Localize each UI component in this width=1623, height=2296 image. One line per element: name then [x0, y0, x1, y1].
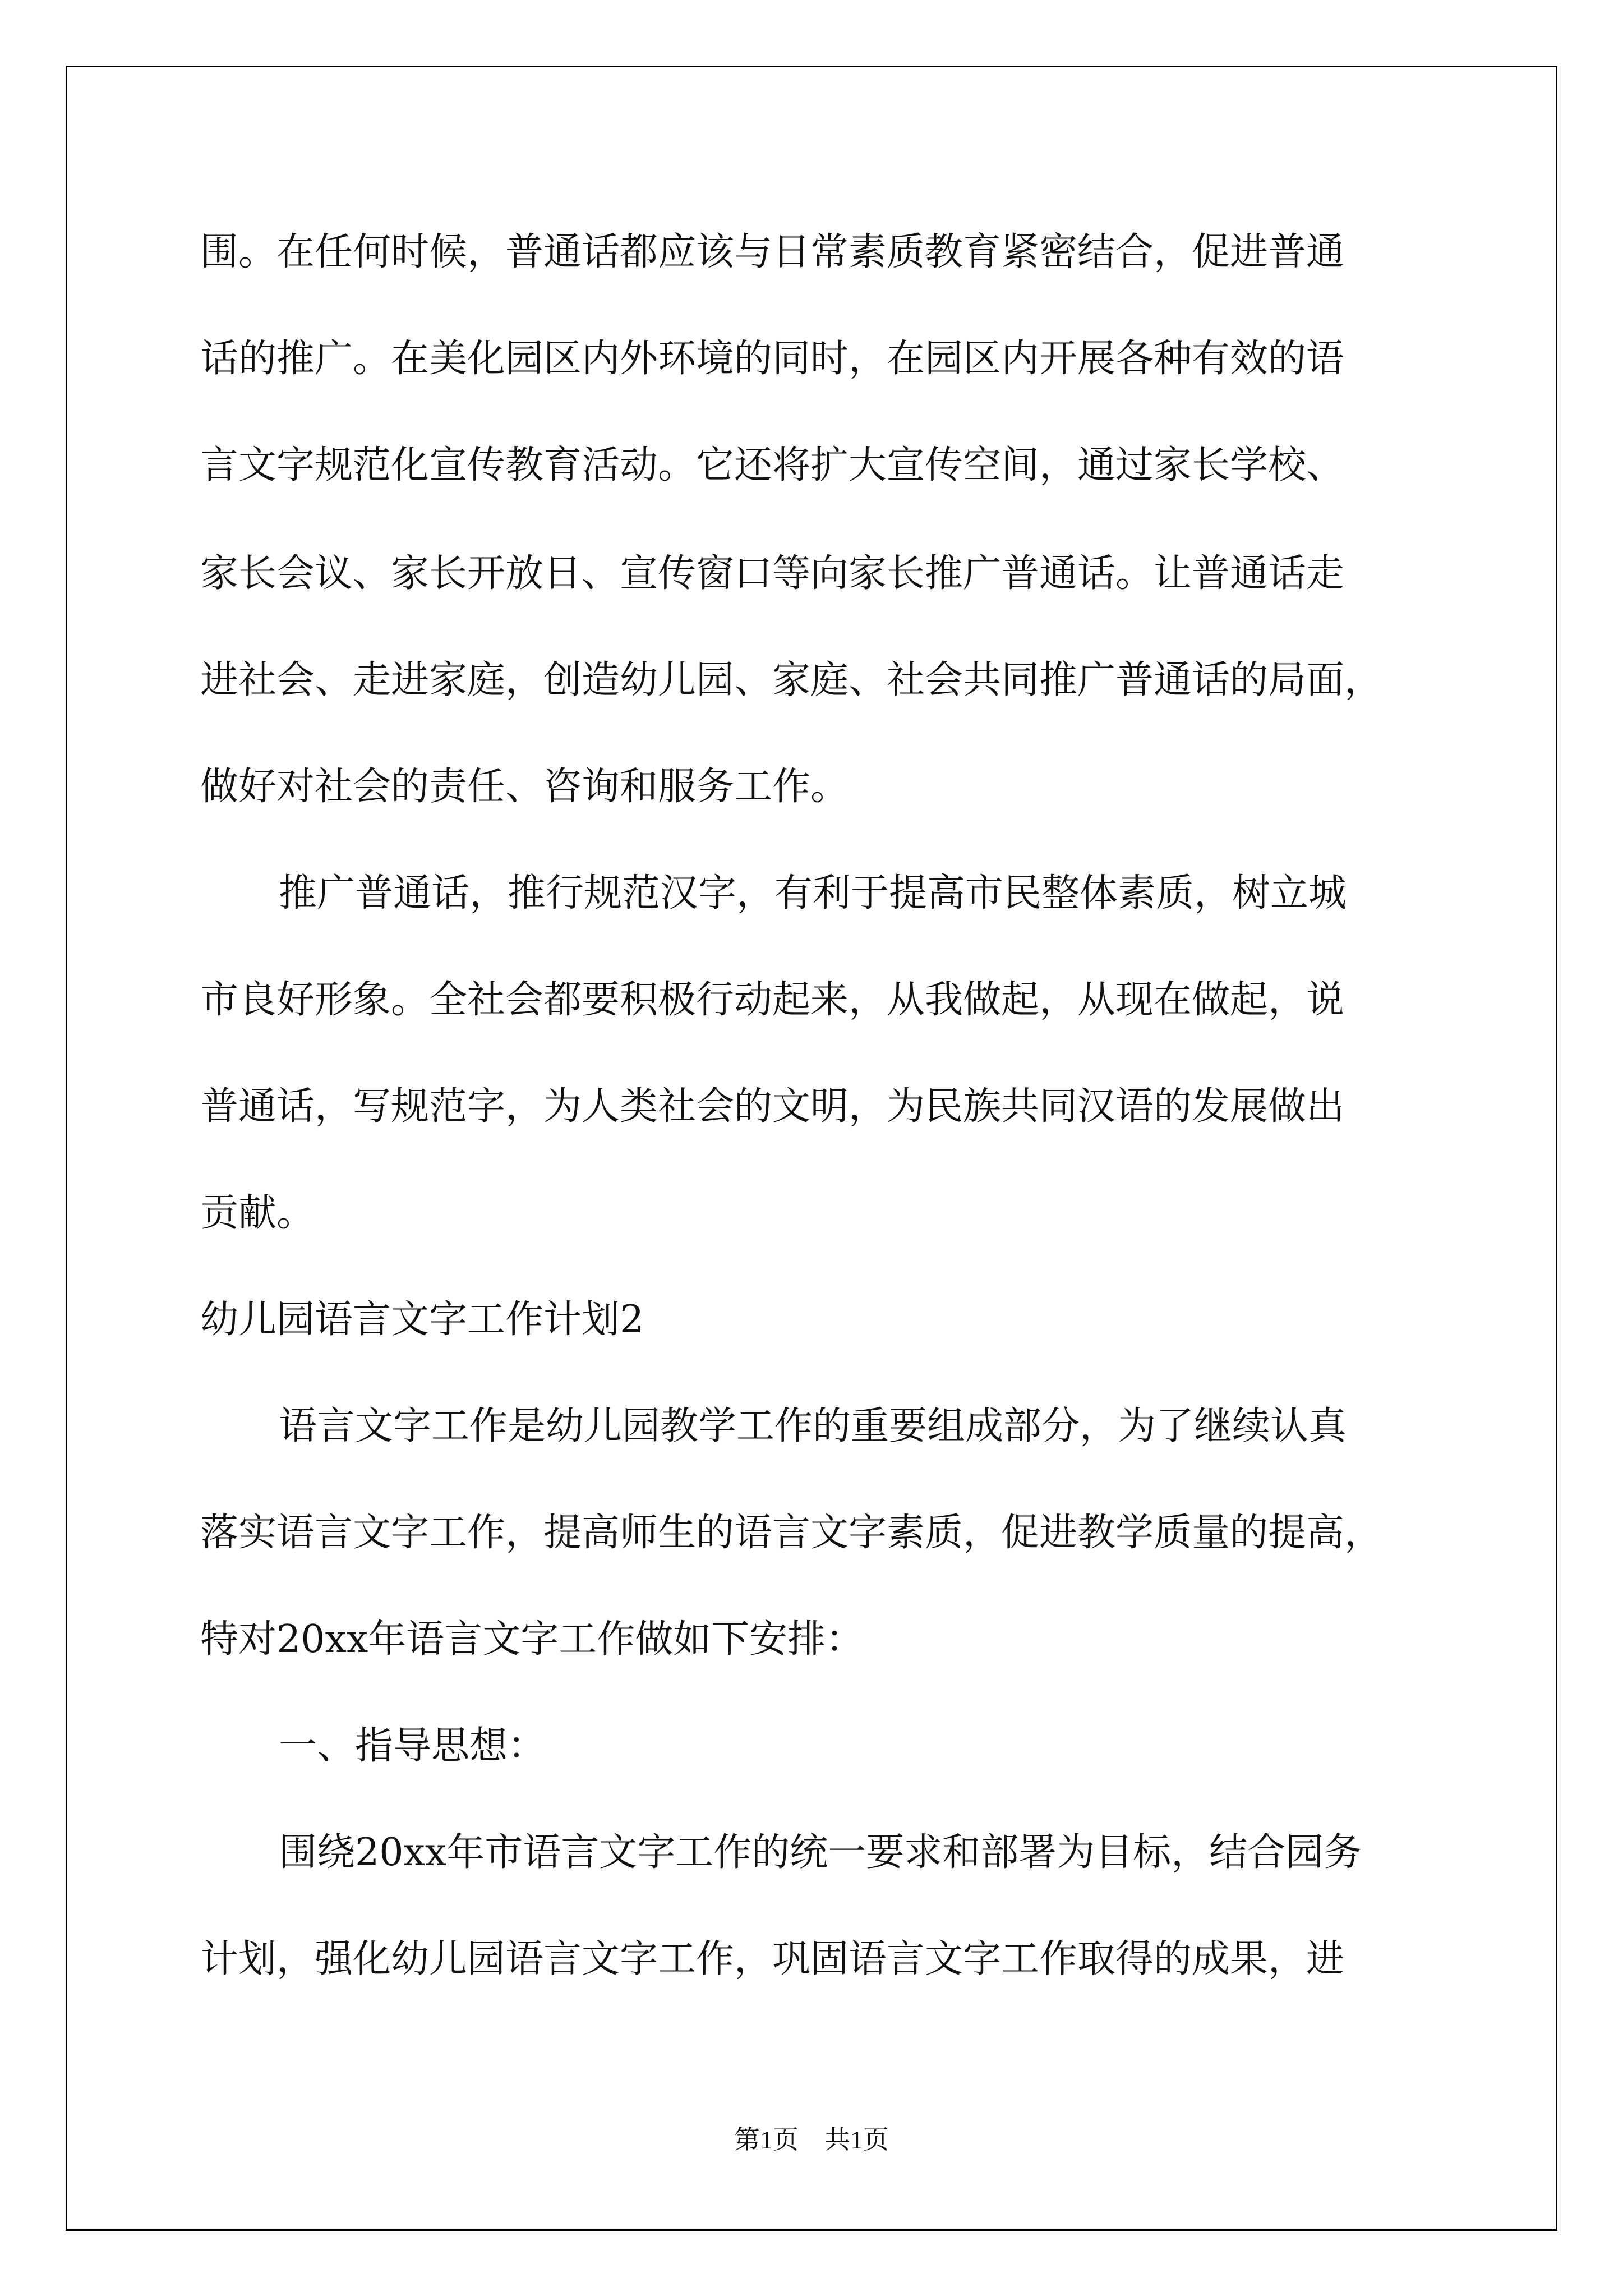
text-line: 话的推广。在美化园区内外环境的同时，在园区内开展各种有效的语: [200, 337, 1345, 381]
subheading-guiding-thought: 一、指导思想：: [279, 1724, 546, 1768]
paragraph-start-line: 语言文字工作是幼儿园教学工作的重要组成部分，为了继续认真: [279, 1404, 1347, 1448]
text-line: 围。在任何时候，普通话都应该与日常素质教育紧密结合，促进普通: [200, 230, 1345, 274]
section-heading: 幼儿园语言文字工作计划2: [200, 1297, 644, 1342]
text-line: 普通话，写规范字，为人类社会的文明，为民族共同汉语的发展做出: [200, 1084, 1345, 1129]
page-border: [66, 66, 1557, 2231]
paragraph-start-line: 推广普通话，推行规范汉字，有利于提高市民整体素质，树立城: [279, 871, 1347, 915]
text-line: 市良好形象。全社会都要积极行动起来，从我做起，从现在做起，说: [200, 978, 1345, 1022]
text-line: 家长会议、家长开放日、宣传窗口等向家长推广普通话。让普通话走: [200, 551, 1345, 596]
text-line: 贡献。: [200, 1191, 315, 1235]
paragraph-start-line: 围绕20xx年市语言文字工作的统一要求和部署为目标，结合园务: [279, 1830, 1362, 1875]
text-line: 特对20xx年语言文字工作做如下安排：: [200, 1617, 864, 1662]
text-line: 做好对社会的责任、咨询和服务工作。: [200, 765, 849, 809]
text-line: 言文字规范化宣传教育活动。它还将扩大宣传空间，通过家长学校、: [200, 443, 1345, 487]
text-line: 计划，强化幼儿园语言文字工作，巩固语言文字工作取得的成果，进: [200, 1937, 1345, 1981]
text-line: 落实语言文字工作，提高师生的语言文字素质，促进教学质量的提高，: [200, 1511, 1383, 1555]
page-footer: 第1页 共1页: [734, 2125, 889, 2154]
text-line: 进社会、走进家庭，创造幼儿园、家庭、社会共同推广普通话的局面，: [200, 658, 1383, 702]
